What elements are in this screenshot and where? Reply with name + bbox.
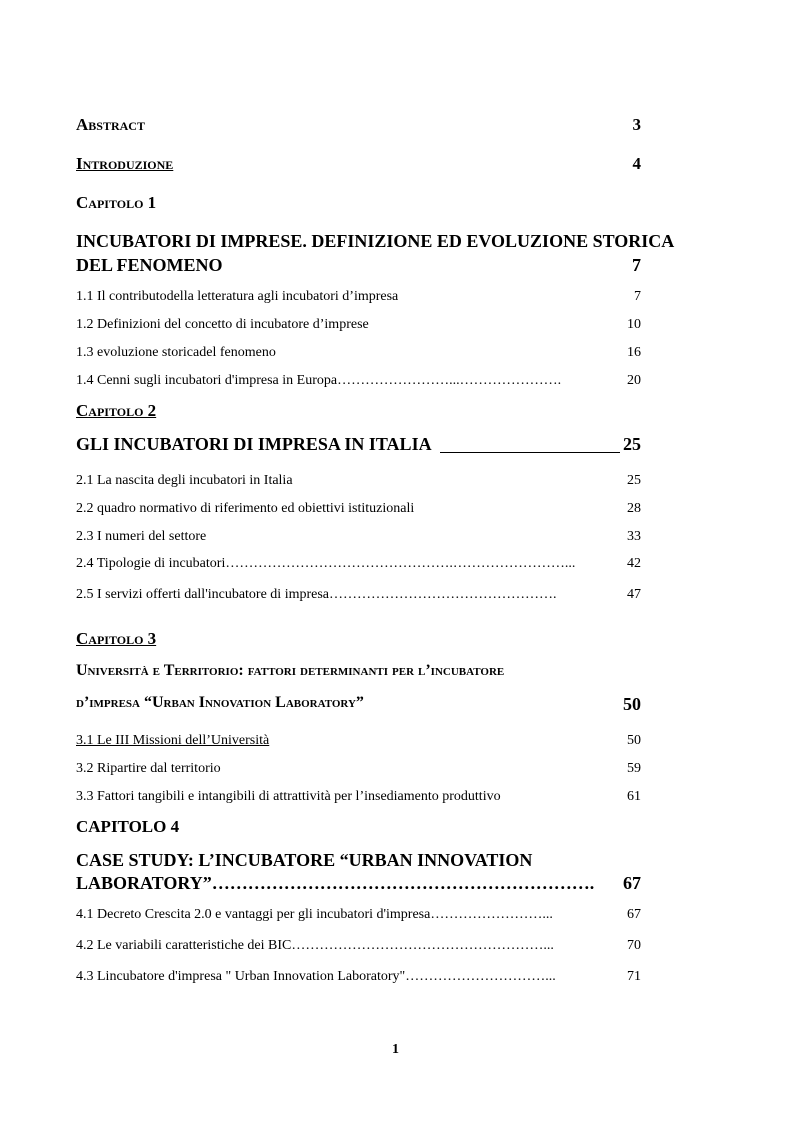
- toc-entry-4-3[interactable]: 4.3 Lincubatore d'impresa " Urban Innovation Laboratory"…………………………...: [76, 969, 556, 984]
- chapter-4-heading[interactable]: CAPITOLO 4: [76, 817, 180, 836]
- chapter-4-title-page: 67: [623, 873, 641, 893]
- page-number: 1: [392, 1042, 399, 1057]
- toc-entry-4-1[interactable]: 4.1 Decreto Crescita 2.0 e vantaggi per gli incubatori d'impresa……………………...: [76, 907, 553, 922]
- chapter-3-title-line1[interactable]: Università e Territorio: fattori determinanti per l’incubatore: [76, 662, 505, 679]
- chapter-1-heading[interactable]: Capitolo 1: [76, 193, 157, 212]
- toc-introduzione-page: 4: [632, 154, 641, 173]
- chapter-2-title-page: 25: [623, 434, 641, 454]
- toc-entry-1-1[interactable]: 1.1 Il contributodella letteratura agli incubatori d’impresa: [76, 289, 399, 304]
- toc-entry-3-1-page: 50: [627, 733, 641, 748]
- chapter-4-title-line2[interactable]: LABORATORY”……………………………………………………….: [76, 873, 595, 893]
- toc-entry-4-2[interactable]: 4.2 Le variabili caratteristiche dei BIC………………………………………………...: [76, 938, 554, 953]
- toc-entry-3-3-page: 61: [627, 789, 641, 804]
- toc-entry-2-1[interactable]: 2.1 La nascita degli incubatori in Italia: [76, 473, 293, 488]
- chapter-3-heading[interactable]: Capitolo 3: [76, 629, 157, 648]
- toc-entry-3-1[interactable]: 3.1 Le III Missioni dell’Università: [76, 733, 270, 748]
- toc-entry-4-3-page: 71: [627, 969, 641, 984]
- toc-abstract-label[interactable]: Abstract: [76, 115, 145, 134]
- toc-entry-2-4-page: 42: [627, 556, 641, 571]
- toc-entry-1-4[interactable]: 1.4 Cenni sugli incubatori d'impresa in Europa……………………...………………….: [76, 373, 562, 388]
- toc-entry-1-3[interactable]: 1.3 evoluzione storicadel fenomeno: [76, 345, 276, 360]
- toc-introduzione-label[interactable]: Introduzione: [76, 154, 174, 173]
- chapter-1-title-line2[interactable]: DEL FENOMENO: [76, 255, 223, 275]
- chapter-1-title-line1[interactable]: INCUBATORI DI IMPRESE. DEFINIZIONE ED EVOLUZIONE STORICA: [76, 231, 675, 251]
- chapter-3-title-page: 50: [623, 694, 641, 714]
- toc-entry-3-3[interactable]: 3.3 Fattori tangibili e intangibili di attrattività per l’insediamento produttivo: [76, 789, 501, 804]
- toc-entry-2-5-page: 47: [627, 587, 641, 602]
- toc-entry-1-1-page: 7: [634, 289, 641, 304]
- toc-entry-1-3-page: 16: [627, 345, 641, 360]
- toc-entry-1-2-page: 10: [627, 317, 641, 332]
- toc-entry-2-2[interactable]: 2.2 quadro normativo di riferimento ed obiettivi istituzionali: [76, 501, 415, 516]
- chapter-4-title-line1[interactable]: CASE STUDY: L’INCUBATORE “URBAN INNOVATION: [76, 850, 533, 870]
- toc-entry-3-2-page: 59: [627, 761, 641, 776]
- toc-abstract-page: 3: [632, 115, 641, 134]
- toc-entry-2-3-page: 33: [627, 529, 641, 544]
- chapter-1-title-page: 7: [632, 255, 641, 275]
- chapter-3-title-line2[interactable]: d’impresa “Urban Innovation Laboratory”: [76, 694, 364, 711]
- toc-entry-4-2-page: 70: [627, 938, 641, 953]
- toc-entry-2-1-page: 25: [627, 473, 641, 488]
- chapter-2-title-rule: [440, 452, 620, 453]
- toc-entry-4-1-page: 67: [627, 907, 641, 922]
- toc-entry-3-2[interactable]: 3.2 Ripartire dal territorio: [76, 761, 221, 776]
- toc-entry-1-2[interactable]: 1.2 Definizioni del concetto di incubatore d’imprese: [76, 317, 369, 332]
- toc-entry-2-4[interactable]: 2.4 Tipologie di incubatori………………………………………….……………………...: [76, 556, 576, 571]
- toc-entry-2-5[interactable]: 2.5 I servizi offerti dall'incubatore di impresa………………………………………….: [76, 587, 557, 602]
- toc-entry-1-4-page: 20: [627, 373, 641, 388]
- toc-entry-2-2-page: 28: [627, 501, 641, 516]
- chapter-2-title[interactable]: GLI INCUBATORI DI IMPRESA IN ITALIA: [76, 434, 432, 454]
- chapter-2-heading[interactable]: Capitolo 2: [76, 401, 157, 420]
- toc-entry-2-3[interactable]: 2.3 I numeri del settore: [76, 529, 207, 544]
